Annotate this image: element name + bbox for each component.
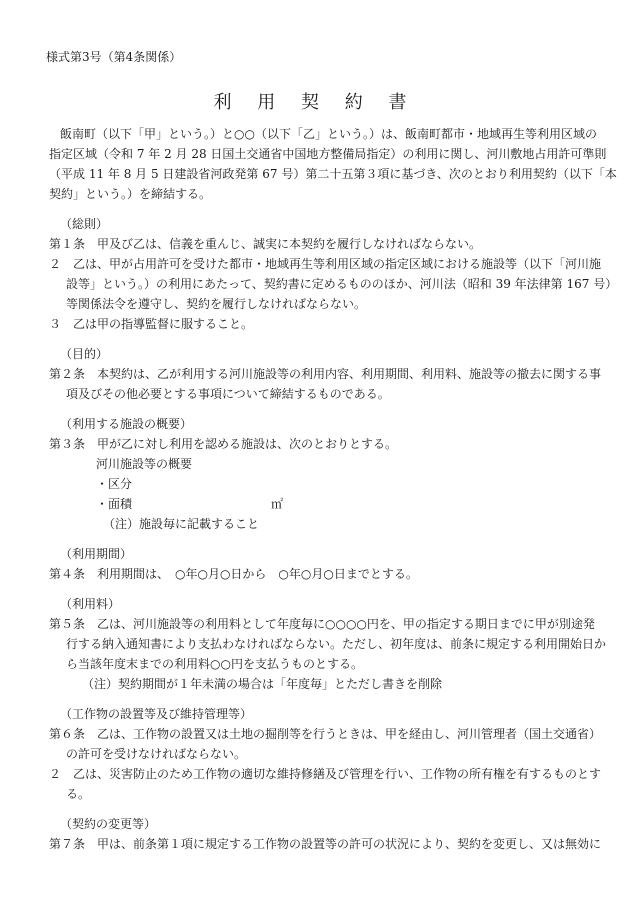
article-line: 行する納入通知書により支払わなければならない。ただし、初年度は、前条に規定する利用開始日か xyxy=(66,637,607,651)
article-line: 第６条 乙は、工作物の設置又は土地の掘削等を行うときは、甲を経由し、河川管理者（国土交通省） xyxy=(49,727,602,741)
article-line: 第３条 甲が乙に対し利用を認める施設は、次のとおりとする。 xyxy=(49,437,398,451)
article-line: 第１条 甲及び乙は、信義を重んじ、誠実に本契約を履行しなければならない。 xyxy=(49,237,482,251)
article-line: 第２条 本契約は、乙が利用する河川施設等の利用内容、利用期間、利用料、施設等の撤去に関する事 xyxy=(49,367,602,381)
preamble-line: 飯南町（以下「甲」という。）と○○（以下「乙」という。）は、飯南町都市・地域再生等利用区域の xyxy=(60,127,597,141)
article-line: の許可を受けなければならない。 xyxy=(66,747,247,761)
article-line: る。 xyxy=(66,787,91,801)
section-heading: （目的） xyxy=(60,347,109,361)
fee-note: （注）契約期間が１年未満の場合は「年度毎」とただし書きを削除 xyxy=(82,677,443,691)
facility-subheading: 河川施設等の概要 xyxy=(96,457,193,471)
article-line: 項及びその他必要とする事項について締結するものである。 xyxy=(66,387,390,401)
article-line: ３ 乙は甲の指導監督に服すること。 xyxy=(49,317,254,331)
preamble-line: 指定区域（令和 7 年 2 月 28 日国土交通省中国地方整備局指定）の利用に関し、河川敷地占用許可準則 xyxy=(49,147,607,161)
section-heading: （利用料） xyxy=(60,597,121,611)
facility-item-category: ・区分 xyxy=(96,477,133,491)
preamble-line: 契約」という。）を締結する。 xyxy=(49,187,212,201)
article-line: ２ 乙は、甲が占用許可を受けた都市・地域再生等利用区域の指定区域における施設等（以下「河川施 xyxy=(49,257,602,271)
area-unit: ㎡ xyxy=(271,497,284,511)
article-line: ら当該年度末までの利用料○○円を支払うものとする。 xyxy=(66,657,363,671)
section-heading: （利用期間） xyxy=(60,547,133,561)
facility-note: （注）施設毎に記載すること xyxy=(103,517,260,531)
facility-item-area: ・面積 xyxy=(96,497,133,511)
form-number: 様式第3号（第4条関係） xyxy=(46,50,182,64)
article-line: 設等」という。）の利用にあたって、契約書に定めるもののほか、河川法（昭和 39 年法律第 167 号） xyxy=(66,277,618,291)
section-heading: （工作物の設置等及び維持管理等） xyxy=(60,707,253,721)
article-line: 第４条 利用期間は、 ○年○月○日から ○年○月○日までとする。 xyxy=(49,567,418,581)
article-line: 第５条 乙は、河川施設等の利用料として年度毎に○○○○円を、甲の指定する期日までに甲が別途発 xyxy=(49,617,595,631)
document-title: 利 用 契 約 書 xyxy=(213,92,417,113)
article-line: ２ 乙は、災害防止のため工作物の適切な維持修繕及び管理を行い、工作物の所有権を有するものとす xyxy=(49,767,602,781)
article-line: 等関係法令を遵守し、契約を履行しなければならない。 xyxy=(66,297,367,311)
article-line: 第７条 甲は、前条第１項に規定する工作物の設置等の許可の状況により、契約を変更し、又は無効に xyxy=(49,837,602,851)
section-heading: （利用する施設の概要） xyxy=(60,417,193,431)
section-heading: （総則） xyxy=(60,217,109,231)
preamble-line: （平成 11 年 8 月 5 日建設省河政発第 67 号）第二十五第３項に基づき、次のとおり利用契約（以下「本 xyxy=(49,167,617,181)
section-heading: （契約の変更等） xyxy=(60,817,157,831)
